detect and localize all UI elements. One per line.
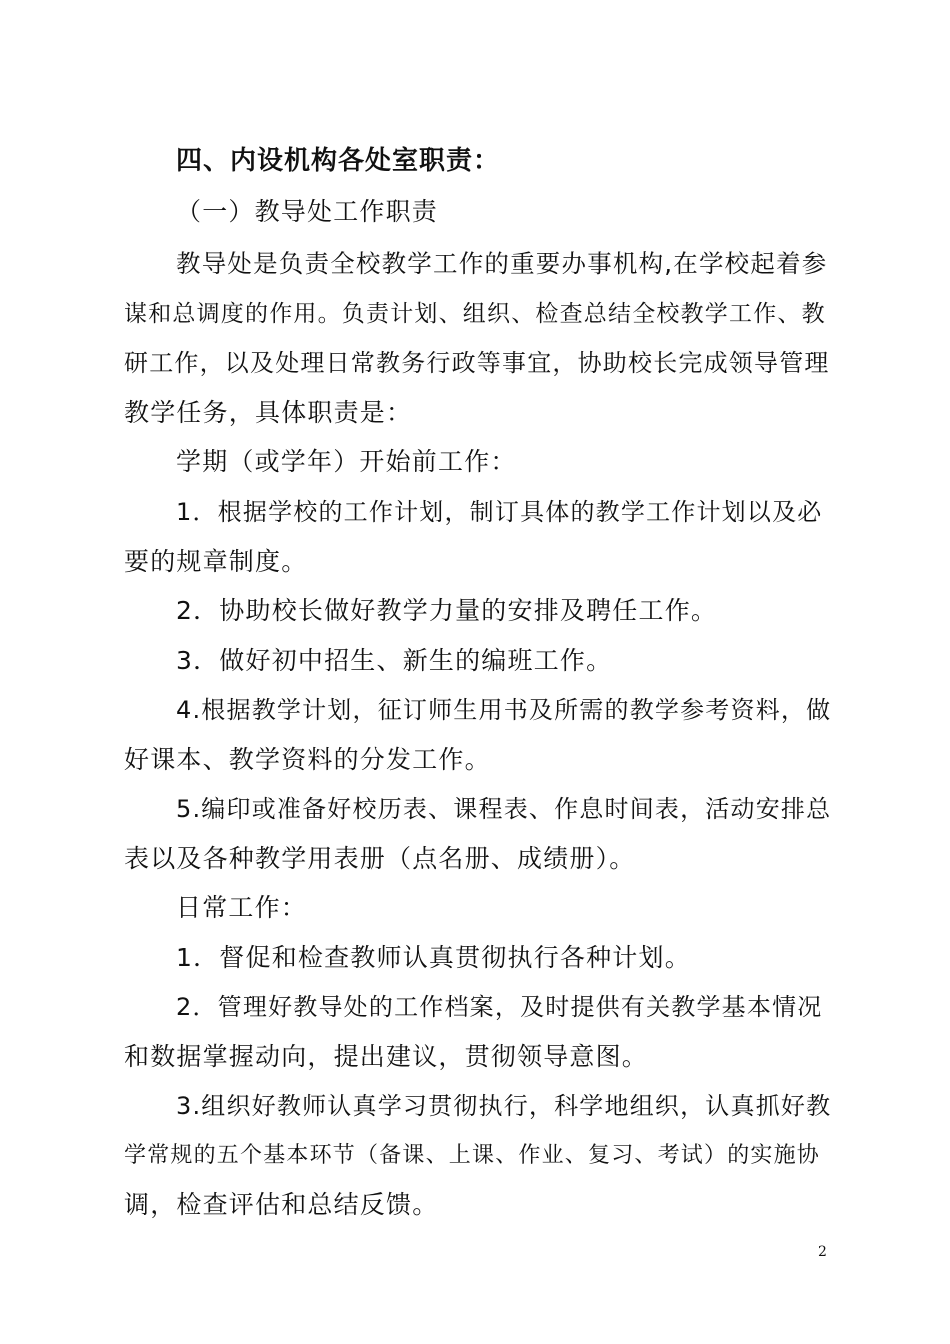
list-item-continuation: 表以及各种教学用表册（点名册、成绩册）。 bbox=[124, 844, 636, 873]
list-item: 2．协助校长做好教学力量的安排及聘任工作。 bbox=[176, 596, 718, 625]
section-label: 学期（或学年）开始前工作： bbox=[176, 447, 517, 476]
list-item-continuation: 和数据掌握动向，提出建议，贯彻领导意图。 bbox=[124, 1042, 649, 1071]
list-item: 2．管理好教导处的工作档案，及时提供有关教学基本情况 bbox=[176, 993, 823, 1021]
list-item: 3.组织好教师认真学习贯彻执行，科学地组织，认真抓好教 bbox=[176, 1092, 832, 1120]
list-item-continuation: 学常规的五个基本环节（备课、上课、作业、复习、考试）的实施协 bbox=[124, 1143, 821, 1168]
list-item-continuation: 调，检查评估和总结反馈。 bbox=[124, 1190, 439, 1219]
paragraph-line: 教学任务，具体职责是： bbox=[124, 398, 413, 427]
paragraph-line: 研工作，以及处理日常教务行政等事宜，协助校长完成领导管理 bbox=[124, 349, 830, 377]
paragraph-line: 教导处是负责全校教学工作的重要办事机构,在学校起着参 bbox=[176, 249, 828, 278]
section-label: 日常工作： bbox=[176, 893, 308, 922]
list-item: 5.编印或准备好校历表、课程表、作息时间表，活动安排总 bbox=[176, 795, 832, 823]
page-number: 2 bbox=[818, 1244, 827, 1260]
list-item-continuation: 要的规章制度。 bbox=[124, 547, 308, 576]
paragraph-line: 谋和总调度的作用。负责计划、组织、检查总结全校教学工作、教 bbox=[124, 301, 826, 327]
list-item-continuation: 好课本、教学资料的分发工作。 bbox=[124, 745, 491, 774]
subsection-title: （一）教导处工作职责 bbox=[176, 197, 439, 226]
list-item: 4.根据教学计划，征订师生用书及所需的教学参考资料，做 bbox=[176, 696, 832, 724]
list-item: 3．做好初中招生、新生的编班工作。 bbox=[176, 646, 613, 675]
list-item: 1．根据学校的工作计划，制订具体的教学工作计划以及必 bbox=[176, 498, 823, 526]
section-heading: 四、内设机构各处室职责： bbox=[176, 146, 501, 176]
list-item: 1．督促和检查教师认真贯彻执行各种计划。 bbox=[176, 943, 691, 972]
